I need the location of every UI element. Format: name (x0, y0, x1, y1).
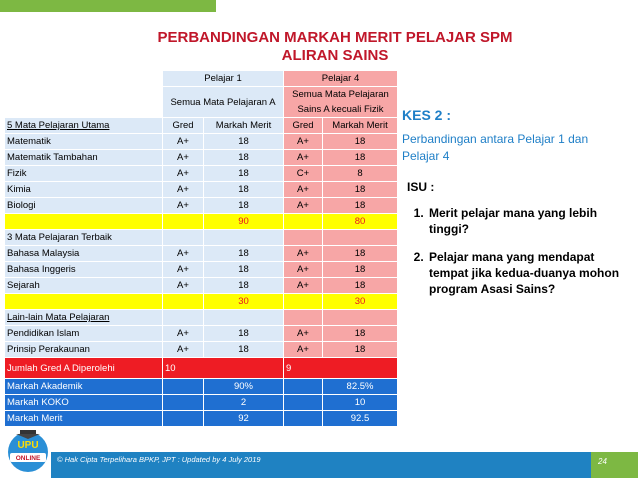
slide-title-line1: PERBANDINGAN MARKAH MERIT PELAJAR SPM (157, 29, 513, 46)
akademik-label: Markah Akademik (5, 379, 163, 395)
table-row (5, 166, 398, 182)
markah-cell: 18 (323, 182, 398, 198)
isu-box (407, 179, 632, 309)
list-item: 1. Merit pelajar mana yang lebih tinggi? (427, 205, 632, 237)
kes-title: KES 2 : (402, 107, 452, 123)
markah-cell: 18 (204, 166, 284, 182)
markah-cell: 18 (323, 246, 398, 262)
isu-title: ISU : (407, 180, 435, 194)
markah-cell: 18 (323, 150, 398, 166)
merit-row (5, 411, 398, 427)
section-row-other (5, 310, 398, 326)
markah-cell: 18 (204, 134, 284, 150)
markah-cell: 8 (323, 166, 398, 182)
markah-cell: 18 (204, 342, 284, 358)
subtotal-main-pelajar-1: 90 (204, 214, 284, 230)
slide-title (70, 29, 600, 65)
table-row (5, 150, 398, 166)
page-number: 24 (598, 457, 607, 466)
koko-pelajar-4: 10 (323, 395, 398, 411)
gred-cell: A+ (284, 342, 323, 358)
jumlah-pelajar-4: 9 (284, 358, 398, 379)
subtotal-main-pelajar-4: 80 (323, 214, 398, 230)
top-accent-bar (0, 0, 216, 12)
gred-cell: A+ (163, 166, 204, 182)
subject-cell: Prinsip Perakaunan (5, 342, 163, 358)
gred-cell: A+ (163, 182, 204, 198)
koko-label: Markah KOKO (5, 395, 163, 411)
gred-cell: A+ (284, 278, 323, 294)
header-sub-pelajar-4: Semua Mata Pelajaran Sains A kecuali Fizik (284, 87, 398, 118)
subtotal-best-pelajar-1: 30 (204, 294, 284, 310)
section-best-label: 3 Mata Pelajaran Terbaik (5, 230, 163, 246)
subject-cell: Bahasa Inggeris (5, 262, 163, 278)
table-row (5, 326, 398, 342)
gred-cell: A+ (284, 198, 323, 214)
markah-cell: 18 (204, 182, 284, 198)
subject-cell: Fizik (5, 166, 163, 182)
markah-cell: 18 (323, 342, 398, 358)
akademik-pelajar-4: 82.5% (323, 379, 398, 395)
gred-cell: A+ (163, 150, 204, 166)
column-markah-4: Markah Merit (323, 118, 398, 134)
gred-cell: A+ (163, 342, 204, 358)
table-subheader-row (5, 87, 398, 118)
markah-cell: 18 (204, 198, 284, 214)
subject-cell: Matematik (5, 134, 163, 150)
subject-cell: Pendidikan Islam (5, 326, 163, 342)
gred-cell: A+ (163, 262, 204, 278)
table-column-header-row (5, 118, 398, 134)
markah-cell: 18 (323, 262, 398, 278)
merit-comparison-table (4, 70, 398, 427)
gred-cell: A+ (284, 246, 323, 262)
jumlah-pelajar-1: 10 (163, 358, 284, 379)
svg-text:UPU: UPU (17, 440, 39, 451)
gred-cell: A+ (163, 134, 204, 150)
column-subject: 5 Mata Pelajaran Utama (5, 118, 163, 134)
markah-cell: 18 (323, 198, 398, 214)
markah-cell: 18 (204, 246, 284, 262)
markah-cell: 18 (204, 262, 284, 278)
slide-title-line2: ALIRAN SAINS (281, 47, 389, 64)
header-pelajar-1: Pelajar 1 (163, 71, 284, 87)
table-row (5, 182, 398, 198)
koko-row (5, 395, 398, 411)
gred-cell: A+ (284, 182, 323, 198)
akademik-row (5, 379, 398, 395)
gred-cell: A+ (284, 262, 323, 278)
table-row (5, 278, 398, 294)
column-gred-4: Gred (284, 118, 323, 134)
upu-online-logo (4, 426, 52, 474)
footer-bar (51, 452, 591, 478)
subject-cell: Sejarah (5, 278, 163, 294)
column-markah-1: Markah Merit (204, 118, 284, 134)
upu-logo-icon (4, 426, 52, 474)
table-row (5, 262, 398, 278)
list-item: 2. Pelajar mana yang mendapat tempat jika kedua-duanya mohon program Asasi Sains? (427, 249, 632, 297)
subtotal-best-pelajar-4: 30 (323, 294, 398, 310)
gred-cell: A+ (163, 198, 204, 214)
gred-cell: A+ (284, 326, 323, 342)
jumlah-label: Jumlah Gred A Diperolehi (5, 358, 163, 379)
table-row (5, 198, 398, 214)
markah-cell: 18 (323, 326, 398, 342)
subject-cell: Biologi (5, 198, 163, 214)
merit-label: Markah Merit (5, 411, 163, 427)
section-other-label: Lain-lain Mata Pelajaran (5, 310, 163, 326)
jumlah-row (5, 358, 398, 379)
table-row (5, 246, 398, 262)
table-row (5, 342, 398, 358)
kes-description: Perbandingan antara Pelajar 1 dan Pelajar 4 (402, 132, 589, 163)
table-row (5, 134, 398, 150)
header-sub-pelajar-1: Semua Mata Pelajaran A (163, 87, 284, 118)
footer-copyright: © Hak Cipta Terpelihara BPKP, JPT : Updated by 4 July 2019 (57, 455, 261, 464)
gred-cell: A+ (284, 150, 323, 166)
akademik-pelajar-1: 90% (204, 379, 284, 395)
koko-pelajar-1: 2 (204, 395, 284, 411)
merit-pelajar-4: 92.5 (323, 411, 398, 427)
section-row-best (5, 230, 398, 246)
gred-cell: A+ (163, 278, 204, 294)
markah-cell: 18 (204, 150, 284, 166)
header-pelajar-4: Pelajar 4 (284, 71, 398, 87)
gred-cell: A+ (284, 134, 323, 150)
subject-cell: Kimia (5, 182, 163, 198)
markah-cell: 18 (323, 134, 398, 150)
subtotal-row-main (5, 214, 398, 230)
gred-cell: A+ (163, 246, 204, 262)
merit-pelajar-1: 92 (204, 411, 284, 427)
gred-cell: C+ (284, 166, 323, 182)
markah-cell: 18 (204, 326, 284, 342)
column-gred-1: Gred (163, 118, 204, 134)
markah-cell: 18 (204, 278, 284, 294)
markah-cell: 18 (323, 278, 398, 294)
subject-cell: Matematik Tambahan (5, 150, 163, 166)
isu-list (407, 205, 632, 297)
gred-cell: A+ (163, 326, 204, 342)
subtotal-row-best (5, 294, 398, 310)
table-header-row (5, 71, 398, 87)
svg-text:ONLINE: ONLINE (15, 455, 41, 462)
subject-cell: Bahasa Malaysia (5, 246, 163, 262)
